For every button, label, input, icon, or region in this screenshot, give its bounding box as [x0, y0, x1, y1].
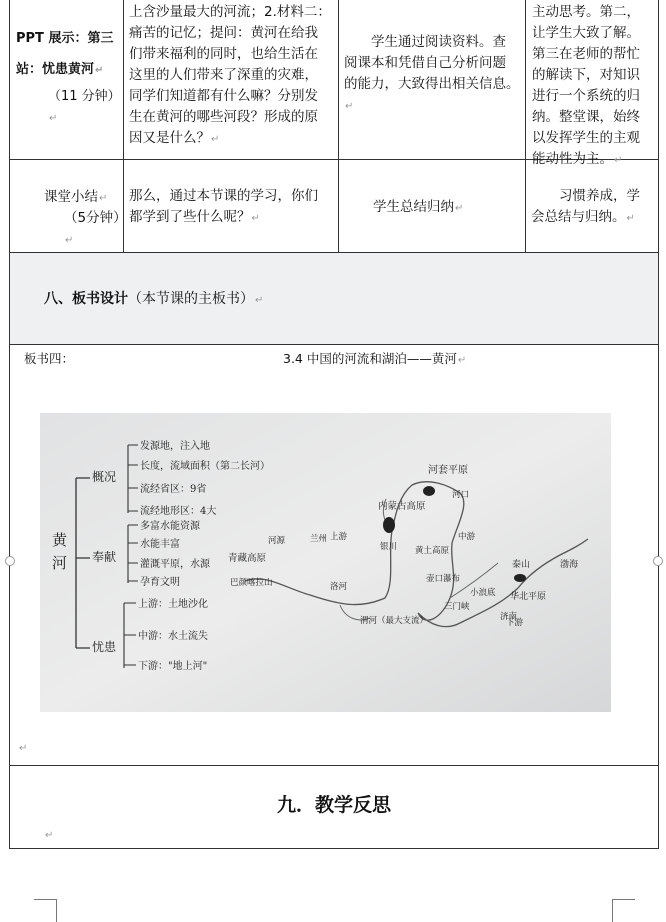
photo-root-char1: 黄 — [52, 531, 68, 549]
intent-text-line: 第三在老师的帮忙 — [532, 46, 640, 62]
photo-map-label: 巴颜喀拉山 — [230, 578, 273, 588]
photo-map-label: 壶口瀑布 — [426, 574, 461, 584]
teacher-text-line: 上含沙量最大的河流；2.材料二： — [129, 4, 331, 20]
photo-map-label: 兰州 — [310, 534, 328, 544]
photo-overview-item: 流经地形区：4大 — [140, 506, 217, 517]
student-activity-cell: 学生总结归纳↵ — [339, 160, 526, 252]
intent-text-line: 纳。整堂课，始终 — [532, 109, 640, 125]
photo-map-label: 华北平原 — [510, 592, 547, 602]
table-row-summary — [10, 160, 658, 253]
photo-map-label: 渭河（最大支流） — [360, 616, 429, 626]
intent-text-line: 能动性为主。 — [532, 151, 613, 167]
intent-text-line: 的解读下，对知识 — [532, 67, 640, 83]
intent-text-line: 以发挥学生的主观 — [532, 130, 640, 146]
photo-worry-item: 中游：水土流失 — [138, 631, 208, 642]
photo-map-label: 上游 — [330, 532, 348, 542]
intent-text-line: 进行一个系统的归 — [532, 88, 640, 104]
resize-handle-right[interactable] — [653, 556, 663, 566]
photo-overview-item: 发源地，注入地 — [140, 441, 210, 452]
stage-cell: 课堂小结↵ （5分钟）↵ — [10, 160, 124, 252]
photo-branch-worry: 忧患 — [92, 640, 117, 654]
section-heading: 八、板书设计 — [44, 291, 128, 307]
intent-text-line: 会总结与归纳。 — [531, 209, 626, 225]
photo-worry-item: 上游：土地沙化 — [138, 599, 208, 610]
design-intent-cell: 习惯养成，学 会总结与归纳。↵ — [526, 160, 658, 252]
board-design-section: 八、板书设计（本节课的主板书）↵ — [10, 253, 658, 345]
teacher-text-line: 同学们知道都有什么嘛？分别发 — [129, 88, 318, 104]
photo-overview-item: 流经省区：9省 — [140, 484, 207, 495]
design-intent-cell: 主动思考。第二， 让学生大致了解。 第三在老师的帮忙 的解读下，对知识 进行一个系统的归 纳。整堂课，始终 以发挥学生的主观 能动性为主。↵ — [526, 0, 658, 159]
teacher-text-line: 生在黄河的哪些河段？形成的原 — [129, 109, 318, 125]
section-subheading: （本节课的主板书） — [128, 291, 254, 307]
photo-map-label: 青藏高原 — [228, 553, 267, 564]
reflection-section — [10, 766, 658, 849]
student-text-line: 阅课本和凭借自己分析问题 — [344, 55, 506, 71]
summary-title: 课堂小结 — [44, 189, 98, 205]
board-photo — [40, 413, 611, 712]
photo-root-char2: 河 — [52, 554, 68, 572]
photo-benefit-item: 水能丰富 — [140, 539, 180, 550]
teacher-text-line: 痛苦的记忆；提问：黄河在给我 — [129, 25, 318, 41]
teacher-activity-cell: 那么，通过本节课的学习，你们 都学到了些什么呢？↵ — [124, 160, 339, 252]
stage-title-line1: PPT 展示：第三 — [16, 31, 114, 46]
photo-map-label: 济南 — [500, 612, 518, 622]
photo-map-label: 三门峡 — [444, 602, 470, 612]
teacher-text-line: 们带来福利的同时，也给生活在 — [129, 46, 318, 62]
photo-map-label: 银川 — [380, 542, 398, 552]
section-heading: 九．教学反思 — [276, 794, 391, 816]
photo-worry-item: 下游："地上河" — [138, 661, 208, 672]
photo-benefit-item: 孕育文明 — [140, 577, 180, 588]
teacher-activity-cell: 上含沙量最大的河流；2.材料二： 痛苦的记忆；提问：黄河在给我 们带来福利的同时，也给生活在 这里的人们带来了深重的灾难， 同学们知道都有什么嘛？分别发 生在黄河的哪些河段？形成的原 因又是什么？↵ — [124, 0, 339, 159]
teacher-text-line: 都学到了些什么呢？ — [129, 209, 251, 225]
photo-map-label: 渤海 — [560, 560, 579, 570]
photo-map-label: 黄土高原 — [415, 546, 450, 556]
stage-cell: PPT 展示：第三 站：忧患黄河↵ （11 分钟）↵ — [10, 0, 124, 159]
crop-mark-left — [34, 899, 57, 922]
board-title: 3.4 中国的河流和湖泊——黄河 — [283, 351, 457, 366]
student-activity-cell: 学生通过阅读资料。查 阅课本和凭借自己分析问题 的能力，大致得出相关信息。↵ — [339, 0, 526, 159]
photo-map-label: 泰山 — [512, 560, 531, 570]
stage-time: （11 分钟） — [48, 89, 121, 104]
photo-map-label: 中游 — [458, 532, 476, 542]
photo-benefit-item: 多富水能资源 — [140, 521, 200, 532]
photo-map-label: 河口 — [452, 490, 470, 500]
table-row-ppt-station3 — [10, 0, 658, 167]
intent-text-line: 主动思考。第二， — [532, 4, 640, 20]
intent-text-line: 让学生大致了解。 — [532, 25, 640, 41]
lesson-table — [9, 0, 659, 849]
board-row: 板书四： 3.4 中国的河流和湖泊——黄河↵ 黄 河 概况 发源地，注入地 长度，流域面积（第二长河） 流经省区：9省 流经地形区：4大 奉献 多富水能资源 水能丰富 灌溉平原，水源 孕育文明 忧患 上游：土地沙化 中游：水土流失 下游："地上河" 巴颜喀拉山 青藏高原 河源 上游 兰州 银川 河套平原 内蒙古高原 河口 中游 黄土高原 壶口瀑布 渭河（最大支流） 洛河 三门峡 小浪底 华北平原 济南 泰山 下游 渤海 ↵ — [10, 345, 658, 766]
teacher-text-line: 这里的人们带来了深重的灾难， — [129, 67, 318, 83]
photo-branch-overview: 概况 — [92, 470, 117, 484]
photo-map-label: 下游 — [506, 618, 524, 628]
teacher-text-line: 那么，通过本节课的学习，你们 — [129, 188, 318, 204]
summary-time: （5分钟） — [64, 210, 127, 226]
intent-text-line: 习惯养成，学 — [559, 188, 640, 204]
photo-branch-benefit: 奉献 — [92, 550, 117, 564]
student-text: 学生总结归纳 — [373, 199, 454, 215]
student-text-line: 学生通过阅读资料。查 — [371, 34, 506, 50]
photo-map-label: 河套平原 — [428, 465, 468, 476]
photo-map-label: 河源 — [268, 536, 286, 546]
student-text-line: 的能力，大致得出相关信息。 — [344, 76, 520, 92]
photo-map-label: 内蒙古高原 — [378, 501, 426, 512]
photo-map-label: 小浪底 — [470, 588, 496, 598]
resize-handle-left[interactable] — [5, 556, 15, 566]
stage-title-line2: 站：忧患黄河 — [16, 62, 95, 77]
teacher-text-line: 因又是什么？ — [129, 130, 210, 146]
paragraph-mark: ↵ — [19, 743, 28, 754]
photo-overview-item: 长度，流域面积（第二长河） — [140, 461, 270, 472]
photo-benefit-item: 灌溉平原，水源 — [140, 559, 210, 570]
photo-map-label: 洛河 — [330, 582, 348, 592]
paragraph-mark: ↵ — [45, 830, 54, 841]
board-label: 板书四： — [24, 351, 75, 366]
crop-mark-right — [612, 899, 635, 922]
